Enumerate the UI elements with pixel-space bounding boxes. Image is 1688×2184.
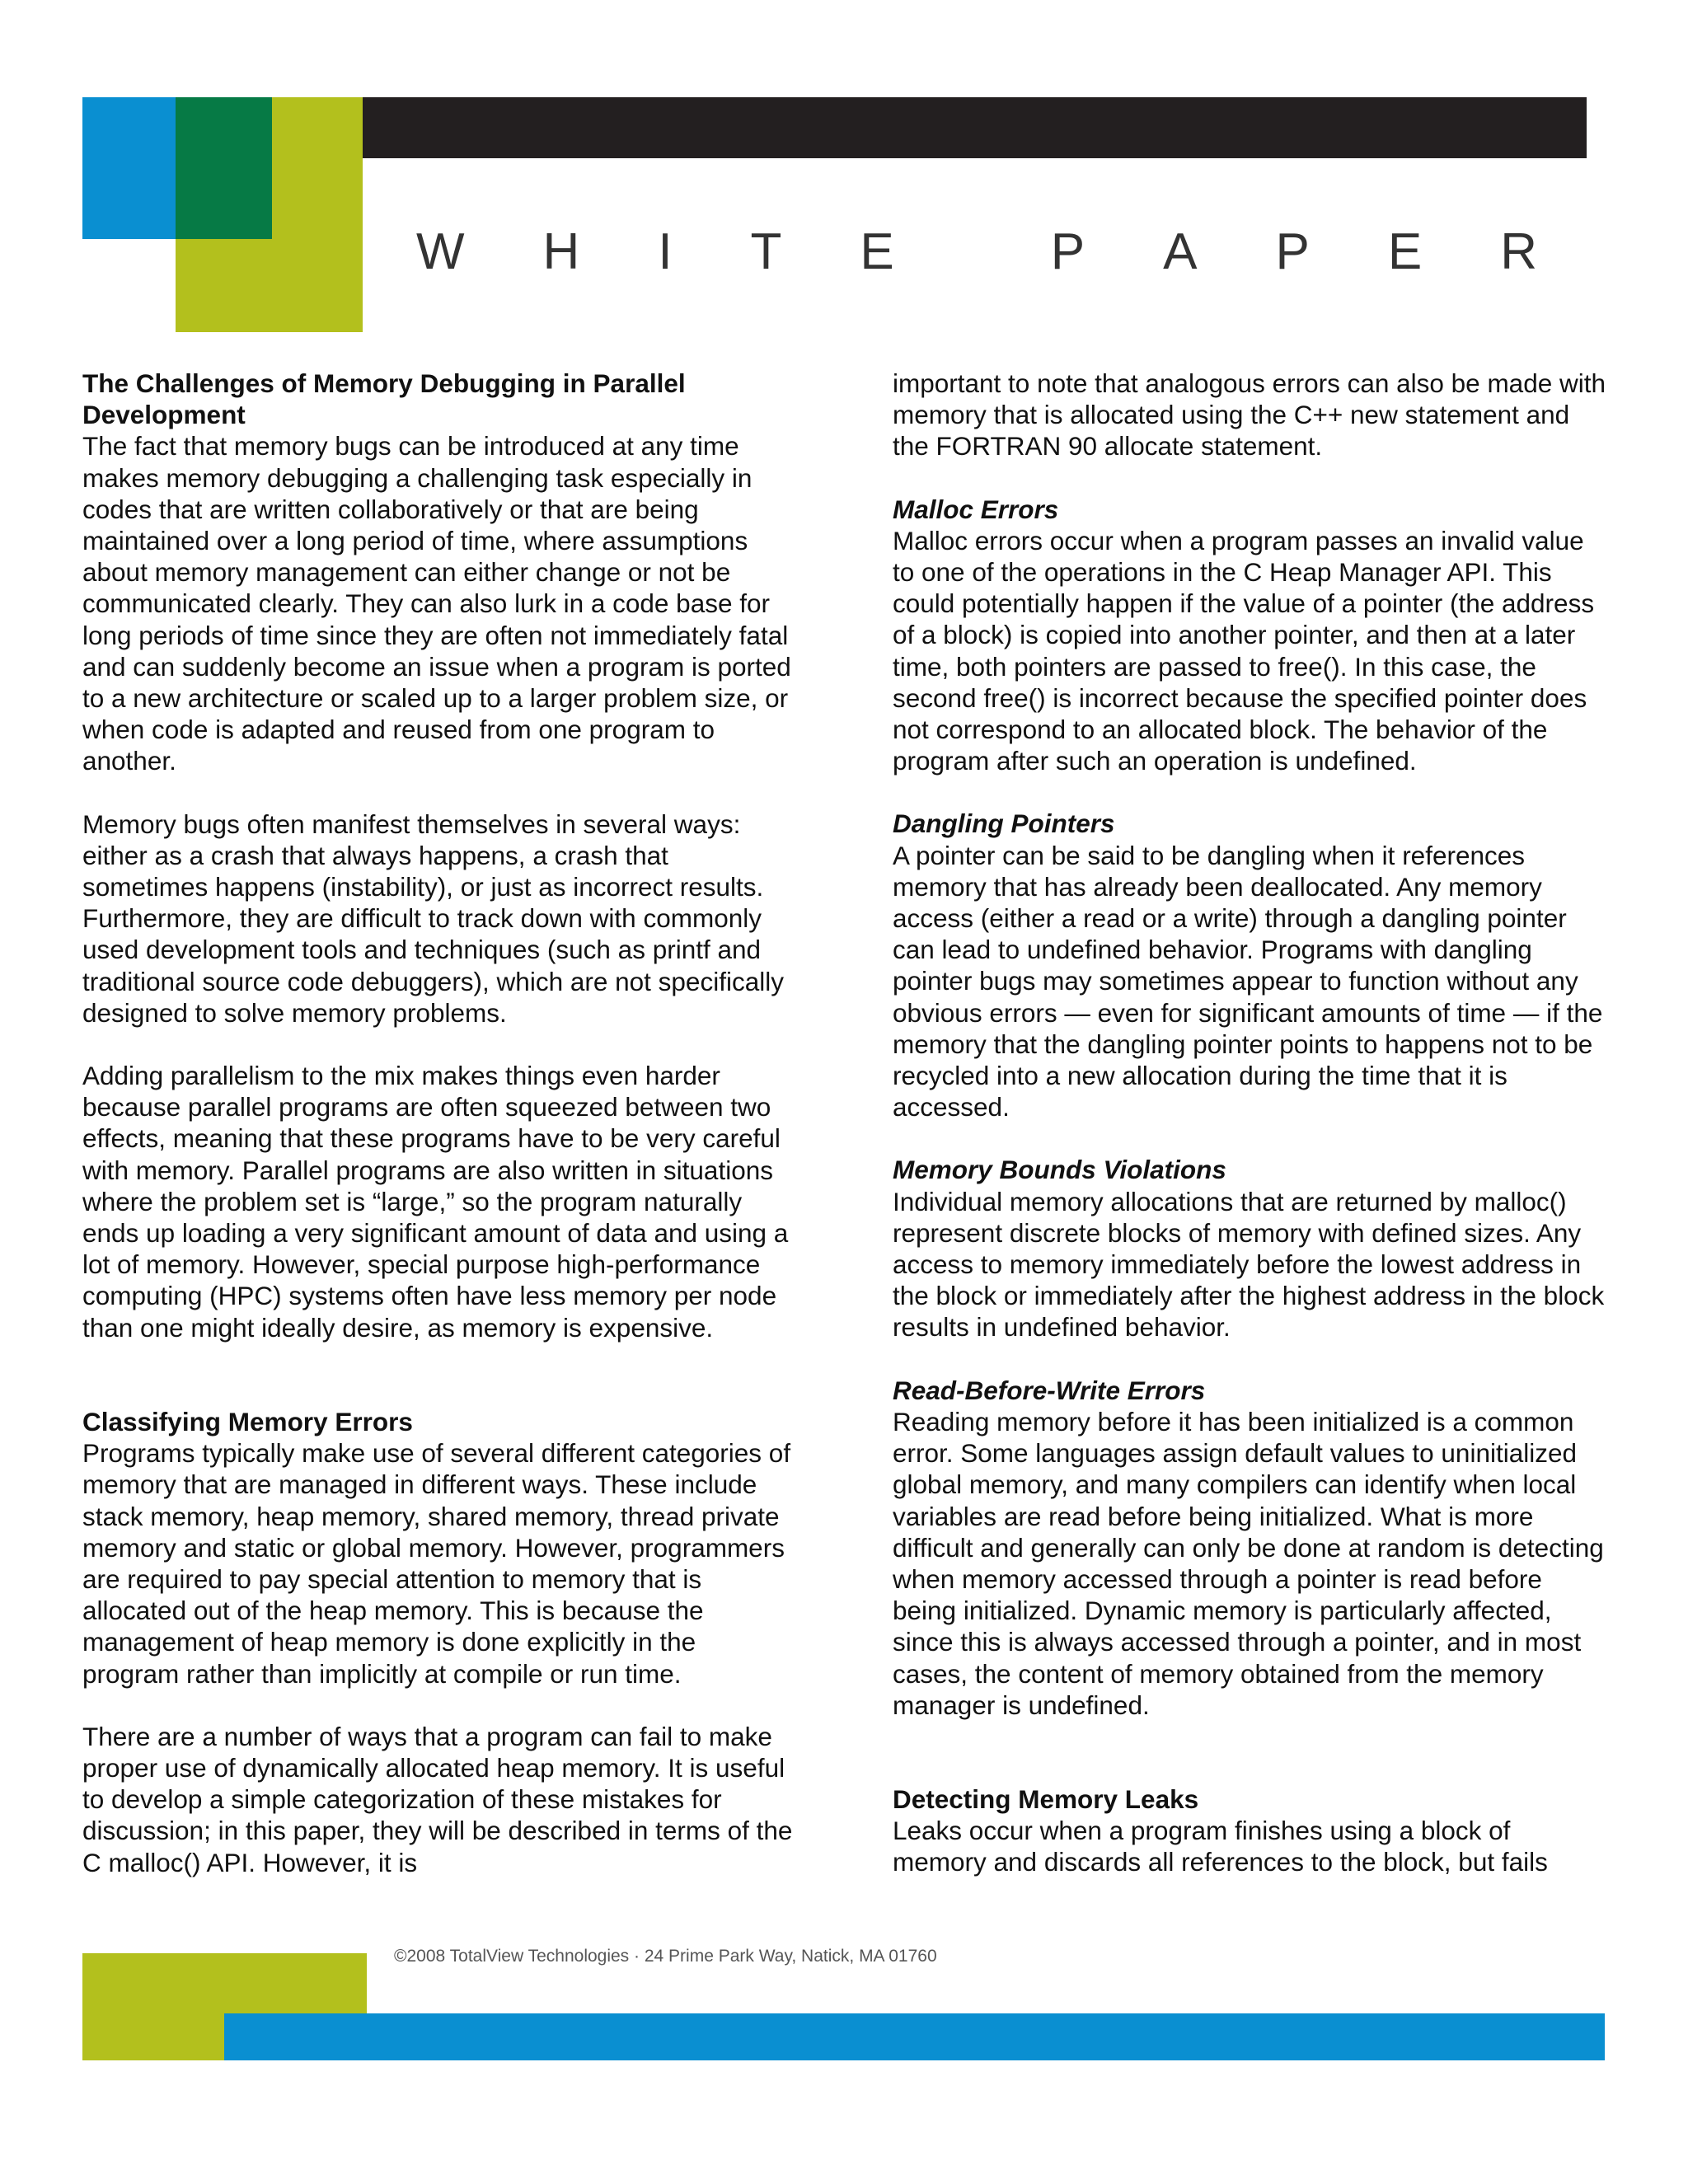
paragraph: Reading memory before it has been initialized is a common error. Some languages assign default values to uninitialized global memory, and many compilers can identify when local variables are read before being initialized. What is more difficult and generally can only be done at random is detecting when memory accessed through a pointer is read before being initialized. Dynamic memory is particularly affected, since this is always accessed through a pointer, and in most cases, the content of memory obtained from the memory manager is undefined. [893, 1406, 1604, 1720]
paragraph: Malloc errors occur when a program passes an invalid value to one of the operations in the C Heap Manager API. This could potentially happen if the value of a pointer (the address of a block) is copied into another pointer, and then at a later time, both pointers are passed to free(). In this case, the second free() is incorrect because the specified pointer does not correspond to an allocated block. The behavior of the program after such an operation is undefined. [893, 525, 1595, 776]
section-heading: Classifying Memory Errors [82, 1406, 413, 1436]
subsection-heading: Dangling Pointers [893, 808, 1115, 839]
left-column [82, 368, 799, 1910]
paragraph: Programs typically make use of several different categories of memory that are managed in different ways. These include stack memory, heap memory, shared memory, thread private memory and static or global memory. However, programmers are required to pay special attention to memory that is allocated out of the heap memory. This is because the management of heap memory is done explicitly in the program rather than implicitly at compile or run time. [82, 1438, 791, 1689]
header-dark-bar [363, 97, 1587, 158]
title-letter: A [1163, 223, 1198, 280]
paragraph: Memory bugs often manifest themselves in several ways: either as a crash that always happens, a crash that sometimes happens (instability), or just as incorrect results. Furthermore, they are difficult to track down with commonly used development tools and techniques (such as printf and traditional source code debuggers), which are not specifically designed to solve memory problems. [82, 808, 784, 1028]
section-heading: The Challenges of Memory Debugging in Parallel Development [82, 368, 686, 430]
paragraph: Leaks occur when a program finishes using a block of memory and discards all references to the block, but fails [893, 1816, 1548, 1877]
footer-copyright: ©2008 TotalView Technologies · 24 Prime Park Way, Natick, MA 01760 [394, 1947, 937, 1966]
subsection-heading: Memory Bounds Violations [893, 1155, 1226, 1185]
subsection-heading: Read-Before-Write Errors [893, 1375, 1206, 1405]
logo-green-block [176, 97, 272, 239]
footer-blue-bar [224, 2013, 1605, 2060]
title-letter: E [860, 223, 894, 280]
white-paper-title [416, 223, 1537, 280]
paragraph: The fact that memory bugs can be introduced at any time makes memory debugging a challenging task especially in codes that are written collaboratively or that are being maintained over a long period of time, where assumptions about memory management can either change or not be communicated clearly. They can also lurk in a code base for long periods of time since they are often not immediately fatal and can suddenly become an issue when a program is ported to a new architecture or scaled up to a larger problem size, or when code is adapted and reused from one program to another. [82, 431, 791, 776]
title-letter: E [1387, 223, 1423, 280]
paragraph: Adding parallelism to the mix makes things even harder because parallel programs are often squeezed between two effects, meaning that these programs have to be very careful with memory. Parallel programs are also written in situations where the problem set is “large,” so the program naturally ends up loading a very significant amount of data and using a lot of memory. However, special purpose high-performance computing (HPC) systems often have less memory per node than one might ideally desire, as memory is expensive. [82, 1061, 789, 1343]
logo-blue-block [82, 97, 179, 239]
title-letter: W [416, 223, 465, 280]
title-letter: P [1275, 223, 1310, 280]
title-letter: I [658, 223, 673, 280]
paragraph: A pointer can be said to be dangling when it references memory that has already been deallocated. Any memory access (either a read or a write) through a dangling pointer can lead to undefined behavior. Programs with dangling pointer bugs may sometimes appear to function without any obvious errors — even for significant amounts of time — if the memory that the dangling pointer points to happens not to be recycled into a new allocation during the time that it is accessed. [893, 840, 1603, 1122]
title-letter: H [542, 223, 580, 280]
subsection-heading: Malloc Errors [893, 494, 1059, 524]
title-letter: P [1050, 223, 1085, 280]
title-letter: T [750, 223, 782, 280]
title-letter: R [1500, 223, 1537, 280]
paragraph: Individual memory allocations that are returned by malloc() represent discrete blocks of memory with defined sizes. Any access to memory immediately before the lowest address in the block or immediately after the highest address in the block results in undefined behavior. [893, 1186, 1605, 1343]
section-heading: Detecting Memory Leaks [893, 1783, 1199, 1814]
right-column [893, 368, 1606, 1910]
paragraph: important to note that analogous errors can also be made with memory that is allocated using the C++ new statement and the FORTRAN 90 allocate statement. [893, 368, 1606, 462]
paragraph: There are a number of ways that a program can fail to make proper use of dynamically allocated heap memory. It is useful to develop a simple categorization of these mistakes for discussion; in this paper, they will be described in terms of the C malloc() API. However, it is [82, 1721, 793, 1877]
